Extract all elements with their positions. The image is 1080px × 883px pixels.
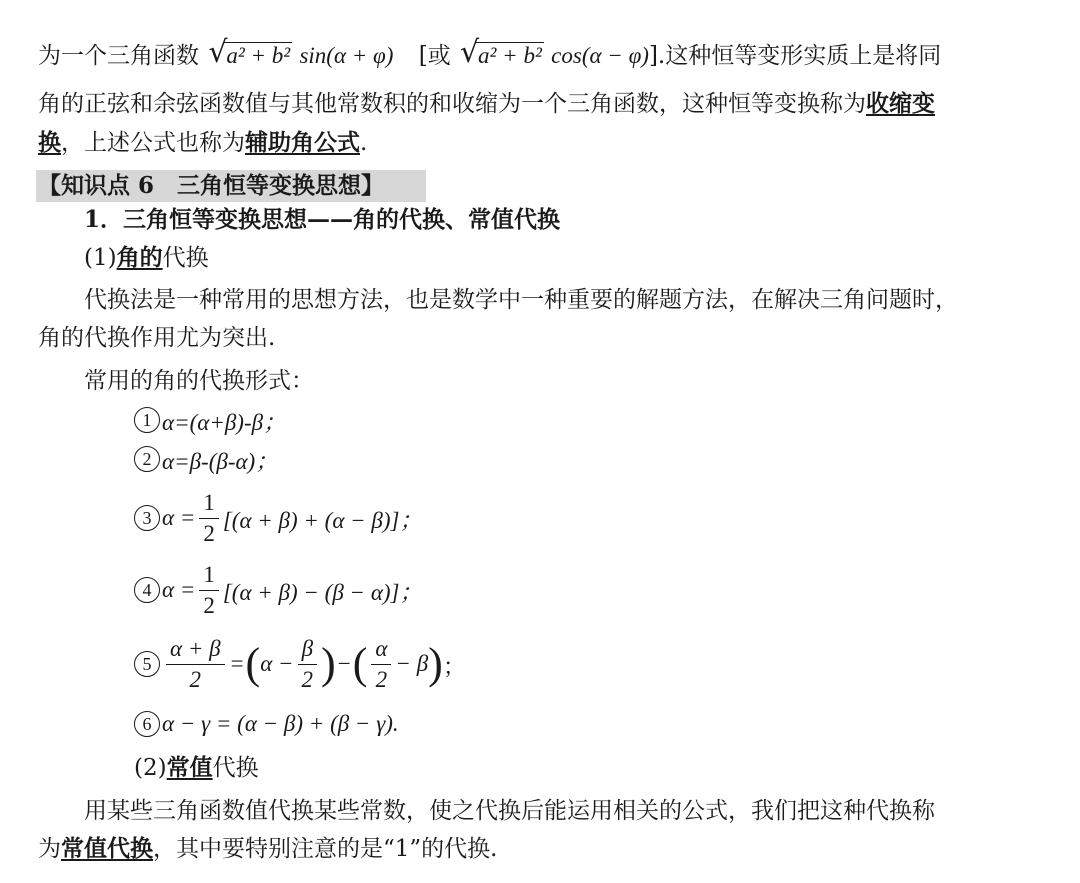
formula-text: α=β-(β-α)； xyxy=(162,448,279,474)
text: ，上述公式也称为 xyxy=(61,130,245,156)
fraction-half xyxy=(199,560,219,621)
formula-text: − β xyxy=(395,651,429,676)
text: (2) xyxy=(134,755,167,781)
formula-text: α=(α+β)-β； xyxy=(162,409,287,435)
numerator: α xyxy=(371,634,391,665)
text: (1) xyxy=(84,245,117,271)
para3-line2 xyxy=(38,833,497,865)
formula-text: ； xyxy=(442,653,466,679)
section-angle-sub xyxy=(84,242,209,274)
numerator: 1 xyxy=(199,560,219,591)
text: [或 xyxy=(418,43,451,69)
text: 角的正弦和余弦函数值与其他常数积的和收缩为一个三角函数，这种恒等变换称为 xyxy=(38,91,866,117)
fraction-alpha-plus-beta-over-2 xyxy=(166,634,225,695)
text: ].这种恒等变形实质上是将同 xyxy=(648,43,942,69)
left-paren: ( xyxy=(245,639,261,688)
circled-number-3: 3 xyxy=(134,505,160,531)
numerator: β xyxy=(298,634,318,665)
para2-line1: 代换法是一种常用的思想方法，也是数学中一种重要的解题方法，在解决三角问题时， xyxy=(84,287,958,313)
sqrt-content: a² + b² xyxy=(478,43,542,68)
para1-line2 xyxy=(38,88,935,120)
text: 代换 xyxy=(162,245,209,271)
text: 代换 xyxy=(212,755,259,781)
formula-text: α = xyxy=(162,577,196,602)
para3-line1: 用某些三角函数值代换某些常数，使之代换后能运用相关的公式，我们把这种代换称 xyxy=(84,798,935,824)
numerator: α + β xyxy=(166,634,225,665)
formula-text: α − xyxy=(260,651,294,676)
fraction-alpha-over-2 xyxy=(371,634,391,695)
numerator: 1 xyxy=(199,488,219,519)
section-heading: 【知识点 6 三角恒等变换思想】 xyxy=(38,172,385,199)
denominator: 2 xyxy=(203,592,215,618)
formula-text: α − γ = (α − β) + (β − γ). xyxy=(162,711,399,736)
equals-sign: = xyxy=(230,651,244,676)
term-underlined: 角的 xyxy=(116,244,163,271)
circled-number-6: 6 xyxy=(134,711,160,737)
formula-text: α = xyxy=(162,505,196,530)
formula-4 xyxy=(134,558,423,622)
term-underlined: 常值代换 xyxy=(61,835,153,862)
formula-text: [(α + β) − (β − α)]； xyxy=(222,579,423,605)
circled-number-2: 2 xyxy=(134,446,160,472)
circled-number-5: 5 xyxy=(134,651,160,677)
right-paren: ) xyxy=(321,639,336,688)
formula-2 xyxy=(134,443,278,475)
minus-sign: − xyxy=(337,651,351,676)
forms-title: 常用的角的代换形式： xyxy=(84,368,314,394)
denominator: 2 xyxy=(375,666,388,692)
para2-line2: 角的代换作用尤为突出. xyxy=(38,325,276,351)
text: ，其中要特别注意的是“1”的代换. xyxy=(153,836,498,862)
fraction-beta-over-2 xyxy=(298,634,318,695)
sqrt-expression: √ a² + b² xyxy=(208,35,291,70)
section-constant-sub xyxy=(134,752,259,784)
para1-line3 xyxy=(38,127,367,159)
denominator: 2 xyxy=(301,666,314,692)
left-paren: ( xyxy=(352,639,368,688)
text: 为 xyxy=(38,836,61,862)
sqrt-expression-2: √ a² + b² xyxy=(460,35,542,70)
term-underlined: 辅助角公式 xyxy=(245,129,360,156)
formula-6 xyxy=(134,706,399,742)
formula-5 xyxy=(134,632,466,696)
subheading-1: 1．三角恒等变换思想——角的代换、常值代换 xyxy=(84,206,561,233)
circled-number-1: 1 xyxy=(134,407,160,433)
term-underlined: 常值 xyxy=(166,754,213,781)
denominator: 2 xyxy=(203,520,215,546)
sqrt-content: a² + b² xyxy=(226,43,291,68)
sin-expression: sin(α + φ) xyxy=(299,43,394,68)
text: 为一个三角函数 xyxy=(38,43,199,69)
circled-number-4: 4 xyxy=(134,577,160,603)
right-paren: ) xyxy=(428,639,443,688)
formula-1 xyxy=(134,404,286,436)
fraction-half xyxy=(199,488,219,549)
denominator: 2 xyxy=(189,666,202,692)
formula-text: [(α + β) + (α − β)]； xyxy=(222,507,423,533)
text: . xyxy=(360,130,368,156)
term-underlined: 换 xyxy=(38,129,61,156)
term-underlined: 收缩变 xyxy=(866,90,935,117)
para1-line1 xyxy=(38,35,942,72)
cos-expression: cos(α − φ) xyxy=(551,43,649,68)
formula-3 xyxy=(134,486,423,550)
